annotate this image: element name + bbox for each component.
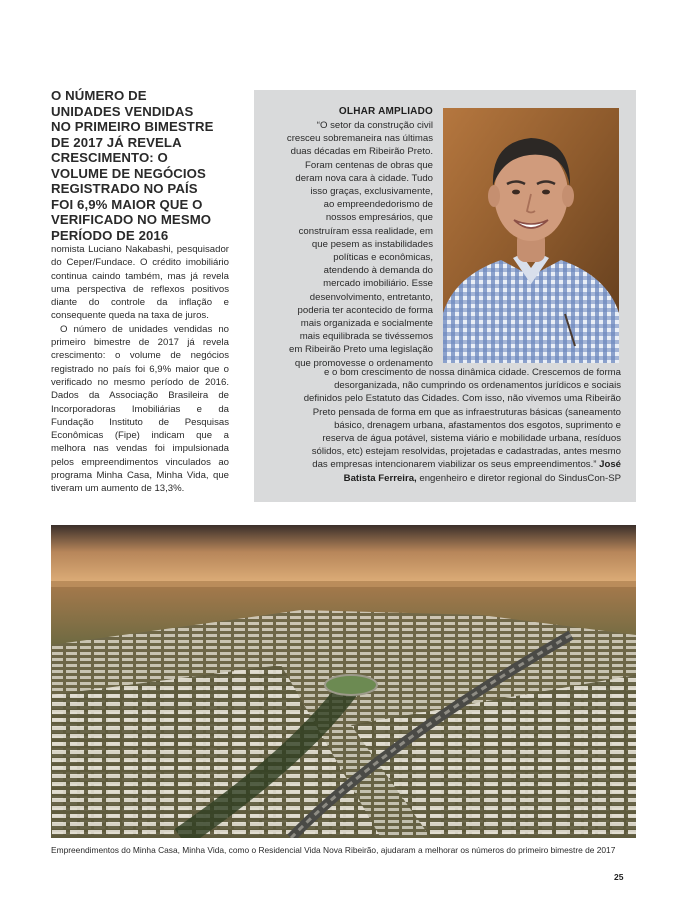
quote-line: desorganizada, não cumprindo os ordenamentos jurídicos e sociais [334,380,621,392]
pull-quote-line: NO PRIMEIRO BIMESTRE [51,119,214,134]
photo-caption: Empreendimentos do Minha Casa, Minha Vida, como o Residencial Vida Nova Ribeirão, ajudaram a melhorar os números do primeiro bimestre de 2017 [51,845,616,855]
page-number: 25 [614,872,624,882]
pull-quote [51,88,241,243]
pull-quote-line: VOLUME DE NEGÓCIOS [51,165,206,181]
quote-line: mais organizada e socialmente [300,318,433,330]
quote-line: definidos pelo Estatuto das Cidades. Com isso, não vivemos uma Ribeirão [303,393,621,405]
pull-quote-line: CRESCIMENTO: O [51,150,168,165]
body-paragraph: nomista Luciano Nakabashi, pesquisador do Ceper/Fundace. O crédito imobiliário continua caindo também, mas já revela uma perspectiva de reflexos positivos diante do controle da inflação e consequente queda na taxa de juros. [51,244,229,322]
pull-quote-line: FOI 6,9% MAIOR QUE O [51,196,203,212]
aerial-photo [51,525,636,838]
pull-quote-line: O NÚMERO DE [51,88,147,103]
quote-line: poderia ter acontecido de forma [297,304,433,316]
portrait-photo [443,108,619,363]
quote-line: que pesem as instabilidades [311,238,433,250]
sidebar-quote-narrow [266,119,433,370]
quote-line: cresceu sobremaneira nas últimas [286,133,433,145]
quote-line: duas décadas em Ribeirão Preto. [290,146,433,158]
quote-line: atendendo à demanda do [323,265,433,277]
quote-line: sólidos, etc) estejam resolvidas, projetadas e cadastradas, antes mesmo [311,446,621,458]
quote-line: básico, drenagem urbana, afastamentos dos esgotos, suprimento e [334,419,621,431]
quote-line: “O setor da construção civil [316,120,433,131]
author-last-name: Batista Ferreira, [343,472,417,484]
quote-line: e o bom crescimento de nossa dinâmica cidade. Crescemos de forma [323,367,621,378]
quote-attribution [266,472,621,485]
pull-quote-line: DE 2017 JÁ REVELA [51,134,182,150]
pull-quote-line: VERIFICADO NO MESMO [51,212,212,227]
quote-line: ao empreendedorismo de [323,199,433,211]
pull-quote-line: UNIDADES VENDIDAS [51,103,194,119]
quote-line: desenvolvimento, entretanto, [309,291,433,303]
sidebar-title: OLHAR AMPLIADO [338,106,433,117]
quote-line: nossos empresários, que [325,212,433,224]
quote-line: mercado imobiliário. Esse [323,278,433,290]
quote-line: Foram centenas de obras que [305,159,433,171]
pull-quote-line: REGISTRADO NO PAÍS [51,181,198,196]
quote-line: em Ribeirão Preto uma legislação [289,344,433,356]
quote-line: políticas e econômicas, [333,252,433,264]
sidebar-quote-wide [266,366,621,485]
article-body [51,243,229,496]
quote-line: isso graças, exclusivamente, [310,186,433,198]
quote-line: Preto pensada de forma em que as infraestruturas básicas (saneamento [312,406,621,418]
quote-line: construíram essa realidade, em [298,225,433,237]
pull-quote-line: PERÍODO DE 2016 [51,227,169,243]
quote-line: deram nova cara à cidade. Tudo [295,172,433,184]
body-paragraph: O número de unidades vendidas no primeiro bimestre de 2017 já revela crescimento: o volume de negócios registrado no país foi 6,9% maior que o verificado no mesmo período de 2016. Dados da Associação Brasileira de Incorporadoras Imobiliárias e da Fundação Instituto de Pesquisas Econômicas (Fipe) indicam que a melhora nas vendas foi impulsionada pelos empreendimentos vinculados ao programa Minha Casa, Minha Vida, que tiveram um aumento de 13,3%. [51,323,229,495]
quote-line-text: das empresas intencionarem viabilizar os seus empreendimentos.” [312,459,597,471]
quote-line: reserva de água potável, sistema viário e mobilidade urbana, resíduos [322,433,621,445]
quote-line: que promovesse o ordenamento [294,357,433,369]
author-role: engenheiro e diretor regional do SindusCon-SP [419,472,621,484]
quote-line: mais equilibrada se tivéssemos [299,331,433,343]
quote-line-final [266,458,621,471]
author-first-name: José [599,459,621,471]
